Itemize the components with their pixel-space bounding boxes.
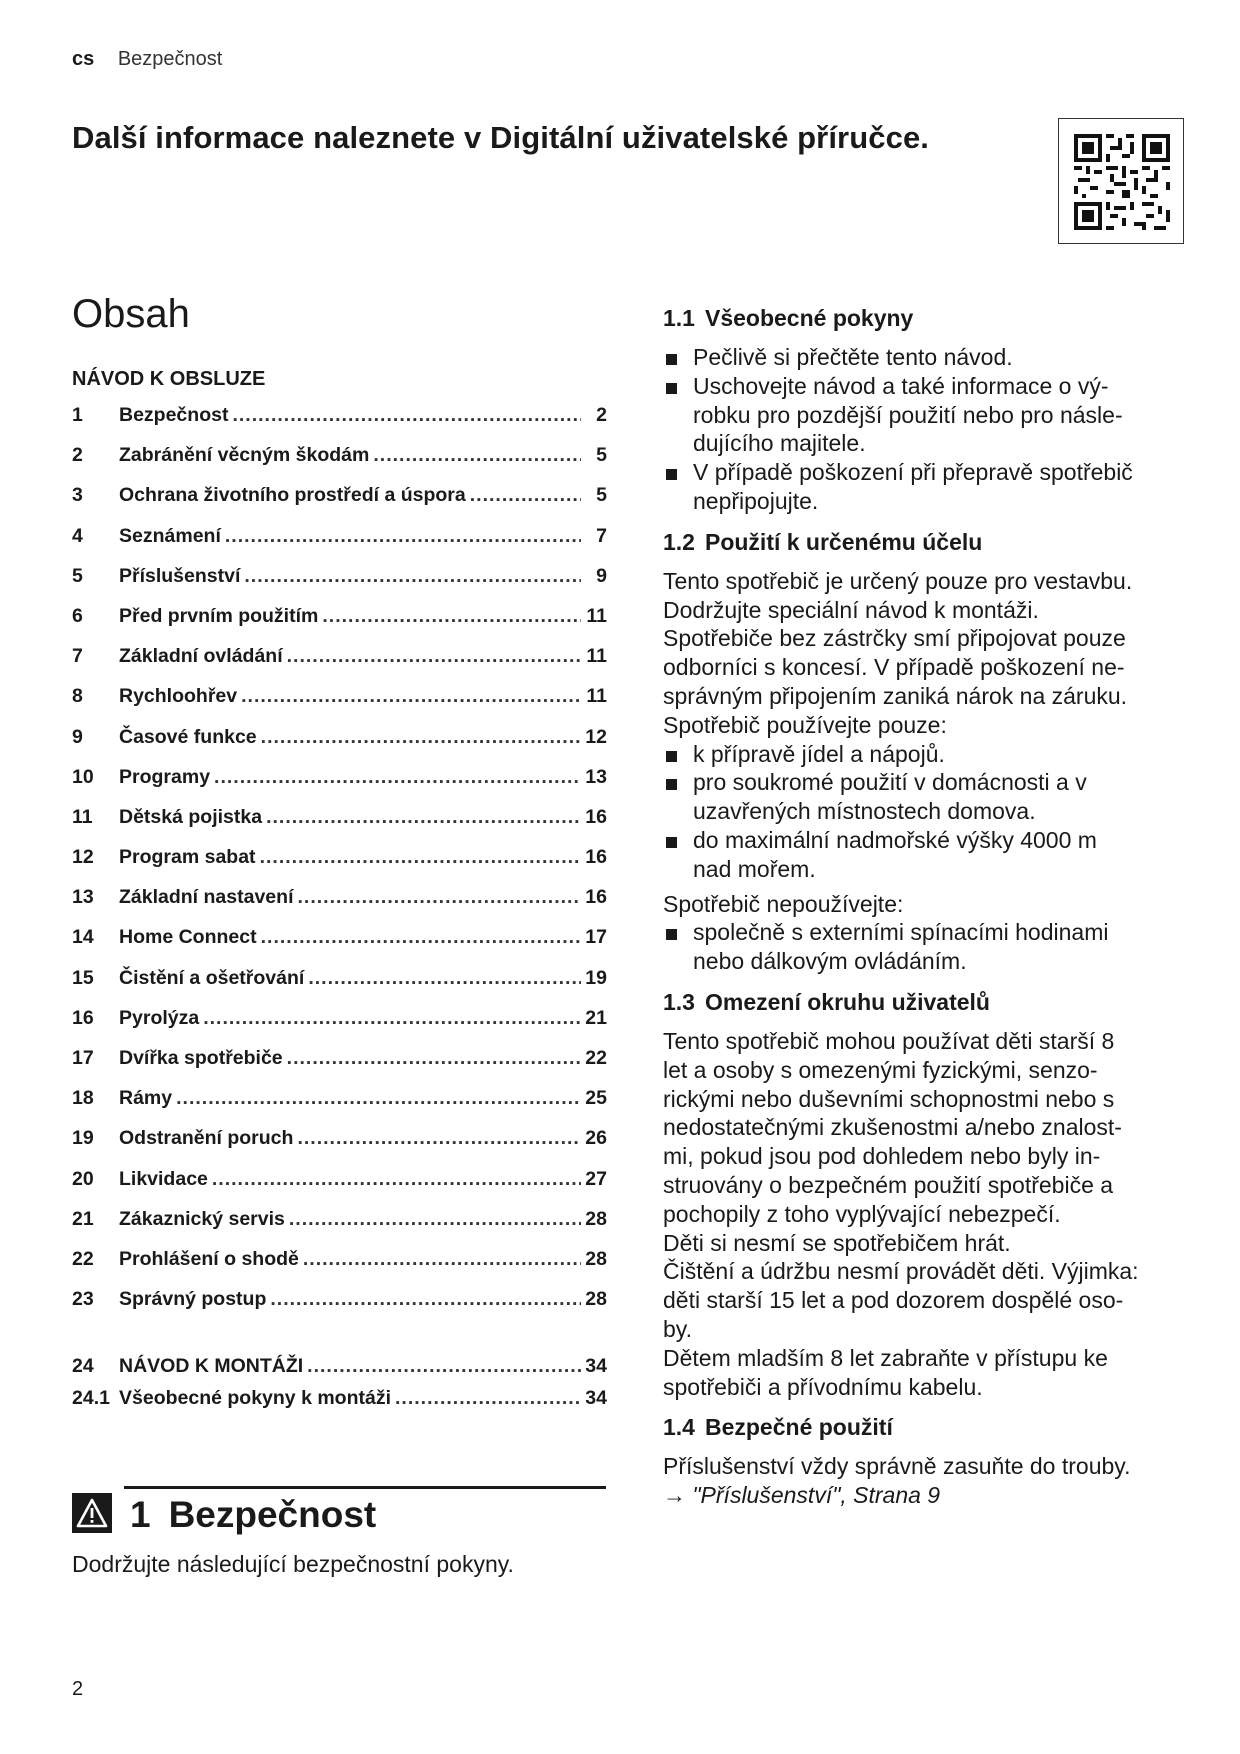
toc-dot-leader bbox=[307, 1355, 581, 1378]
toc-entry-number: 17 bbox=[72, 1047, 94, 1069]
toc-entry-page: 13 bbox=[585, 765, 607, 788]
qr-code-icon[interactable] bbox=[1058, 118, 1184, 244]
toc-dot-leader bbox=[395, 1387, 581, 1410]
paragraph-line: by. bbox=[663, 1315, 692, 1342]
toc-entry-page: 11 bbox=[586, 685, 607, 708]
bullet-square-icon bbox=[666, 929, 677, 940]
bullet-square-icon bbox=[666, 751, 677, 762]
toc-entry-label: Likvidace bbox=[119, 1167, 208, 1190]
toc-dot-leader bbox=[322, 605, 581, 628]
toc-entry-number: 7 bbox=[72, 645, 83, 668]
paragraph-line: Spotřebič nepoužívejte: bbox=[663, 890, 904, 917]
toc-entry-number: 20 bbox=[72, 1167, 94, 1190]
toc-entry-number: 10 bbox=[72, 765, 94, 788]
toc-entry[interactable] bbox=[72, 1387, 607, 1419]
subsection-title: Omezení okruhu uživatelů bbox=[704, 988, 990, 1015]
toc-installation-list bbox=[72, 1355, 607, 1419]
toc-dot-leader bbox=[303, 1248, 581, 1271]
warning-triangle-icon bbox=[72, 1493, 112, 1533]
paragraph-line: Příslušenství vždy správně zasuňte do trouby. bbox=[663, 1453, 1131, 1480]
toc-entry[interactable] bbox=[72, 605, 607, 645]
toc-entry-page: 16 bbox=[585, 886, 607, 909]
bullet-line: nepřipojujte. bbox=[693, 487, 819, 514]
toc-entry-label: Základní ovládání bbox=[119, 645, 283, 668]
toc-entry-label: Všeobecné pokyny k montáži bbox=[119, 1387, 392, 1409]
toc-entry-number: 3 bbox=[72, 484, 83, 507]
page-title: Další informace naleznete v Digitální uživatelské příručce. bbox=[72, 120, 929, 155]
toc-entry-number: 12 bbox=[72, 846, 94, 869]
toc-entry[interactable] bbox=[72, 926, 607, 966]
bullet-line: do maximální nadmořské výšky 4000 m bbox=[693, 826, 1097, 853]
toc-entry-page: 5 bbox=[596, 484, 607, 507]
toc-entry-label: Ochrana životního prostředí a úspora bbox=[119, 484, 466, 507]
toc-entry-page: 28 bbox=[585, 1247, 607, 1270]
toc-entry-label: Home Connect bbox=[119, 926, 257, 949]
toc-list bbox=[72, 404, 607, 1328]
toc-dot-leader bbox=[261, 726, 581, 749]
toc-entry[interactable] bbox=[72, 1047, 607, 1087]
toc-entry[interactable] bbox=[72, 1127, 607, 1167]
subsection-number: 1.2 bbox=[663, 528, 695, 555]
toc-entry-number: 8 bbox=[72, 685, 83, 708]
toc-dot-leader bbox=[225, 525, 581, 548]
section-number: 1 bbox=[130, 1494, 151, 1535]
toc-heading: Obsah bbox=[72, 292, 190, 336]
toc-entry-number: 14 bbox=[72, 926, 94, 949]
toc-entry-label: Rychloohřev bbox=[119, 685, 238, 708]
paragraph-line: Spotřebič používejte pouze: bbox=[663, 711, 947, 738]
toc-entry-page: 7 bbox=[596, 524, 607, 547]
toc-entry-label: Čistění a ošetřování bbox=[119, 966, 305, 989]
toc-entry-page: 27 bbox=[585, 1167, 607, 1190]
toc-entry-label: Program sabat bbox=[119, 846, 256, 869]
cross-reference-link[interactable]: → "Příslušenství", Strana 9 bbox=[663, 1482, 941, 1509]
toc-dot-leader bbox=[266, 806, 581, 829]
toc-dot-leader bbox=[470, 484, 581, 507]
toc-dot-leader bbox=[287, 645, 581, 668]
bullet-line: nad mořem. bbox=[693, 855, 816, 882]
toc-entry-label: Zákaznický servis bbox=[119, 1207, 285, 1230]
bullet-item bbox=[663, 918, 1203, 976]
toc-entry[interactable] bbox=[72, 685, 607, 725]
toc-entry-label: Dětská pojistka bbox=[119, 805, 263, 828]
toc-entry-label: Pyrolýza bbox=[119, 1006, 200, 1029]
toc-entry-label: Odstranění poruch bbox=[119, 1127, 294, 1150]
toc-entry-page: 26 bbox=[585, 1127, 607, 1150]
section-rule bbox=[124, 1486, 606, 1489]
paragraph-line: Tento spotřebič je určený pouze pro vestavbu. bbox=[663, 567, 1133, 594]
toc-entry-page: 34 bbox=[585, 1355, 607, 1377]
subsection-heading bbox=[663, 304, 1203, 333]
paragraph-line: děti starší 15 let a pod dozorem dospělé oso- bbox=[663, 1287, 1124, 1314]
toc-entry-number: 13 bbox=[72, 886, 94, 909]
toc-entry-number: 9 bbox=[72, 725, 83, 748]
toc-entry-page: 21 bbox=[585, 1006, 607, 1029]
toc-entry[interactable] bbox=[72, 766, 607, 806]
bullet-square-icon bbox=[666, 837, 677, 848]
toc-dot-leader bbox=[297, 886, 581, 909]
toc-entry[interactable] bbox=[72, 1208, 607, 1248]
toc-entry-page: 11 bbox=[586, 604, 607, 627]
toc-entry[interactable] bbox=[72, 1087, 607, 1127]
toc-entry-number: 6 bbox=[72, 604, 83, 627]
paragraph-line: Děti si nesmí se spotřebičem hrát. bbox=[663, 1229, 1011, 1256]
toc-entry-label: Dvířka spotřebiče bbox=[119, 1047, 283, 1069]
section-intro: Dodržujte následující bezpečnostní pokyny. bbox=[72, 1551, 514, 1577]
toc-entry[interactable] bbox=[72, 484, 607, 524]
toc-entry-page: 2 bbox=[596, 404, 607, 426]
page-number: 2 bbox=[72, 1678, 84, 1700]
toc-entry[interactable] bbox=[72, 1168, 607, 1208]
qr-code-graphic bbox=[1074, 134, 1170, 230]
toc-entry-label: Časové funkce bbox=[119, 725, 257, 748]
toc-entry-number: 18 bbox=[72, 1087, 94, 1110]
subsection-number: 1.1 bbox=[663, 305, 695, 331]
toc-entry-page: 25 bbox=[585, 1087, 607, 1110]
toc-dot-leader bbox=[244, 565, 581, 588]
toc-entry-page: 12 bbox=[585, 725, 607, 748]
running-header bbox=[72, 48, 222, 71]
paragraph-line: rickými nebo duševními schopnostmi nebo s bbox=[663, 1085, 1115, 1112]
toc-entry-page: 34 bbox=[585, 1387, 607, 1409]
toc-entry-number: 24 bbox=[72, 1355, 94, 1377]
subsection-title: Použití k určenému účelu bbox=[704, 528, 983, 555]
toc-entry-number: 24.1 bbox=[72, 1387, 110, 1409]
toc-entry-page: 9 bbox=[596, 564, 607, 587]
subsection-number: 1.4 bbox=[663, 1414, 695, 1441]
paragraph-line: let a osoby s omezenými fyzickými, senzo- bbox=[663, 1056, 1098, 1083]
toc-entry[interactable] bbox=[72, 1007, 607, 1047]
toc-dot-leader bbox=[261, 926, 581, 949]
paragraph-line: mi, pokud jsou pod dohledem nebo byly in- bbox=[663, 1143, 1101, 1170]
toc-entry-number: 15 bbox=[72, 966, 94, 989]
toc-entry-number: 19 bbox=[72, 1127, 94, 1150]
toc-dot-leader bbox=[203, 1007, 581, 1030]
toc-entry[interactable] bbox=[72, 645, 607, 685]
bullet-item bbox=[663, 458, 1203, 516]
toc-entry-label: Bezpečnost bbox=[119, 404, 229, 426]
paragraph-line: Spotřebiče bez zástrčky smí připojovat pouze bbox=[663, 625, 1126, 652]
section-title-text: Bezpečnost bbox=[168, 1494, 377, 1535]
bullet-square-icon bbox=[666, 779, 677, 790]
toc-entry-number: 21 bbox=[72, 1207, 94, 1230]
toc-entry-label: Správný postup bbox=[119, 1288, 267, 1311]
toc-entry-label: Seznámení bbox=[119, 524, 221, 547]
bullet-line: společně s externími spínacími hodinami bbox=[693, 919, 1109, 946]
toc-dot-leader bbox=[289, 1208, 581, 1231]
toc-entry[interactable] bbox=[72, 1288, 607, 1328]
paragraph-line: Dodržujte speciální návod k montáži. bbox=[663, 596, 1039, 623]
subsection-title: Všeobecné pokyny bbox=[704, 305, 914, 331]
toc-entry-page: 17 bbox=[585, 926, 607, 949]
bullet-item bbox=[663, 740, 1203, 769]
toc-entry-page: 5 bbox=[596, 444, 607, 467]
toc-entry[interactable] bbox=[72, 565, 607, 605]
paragraph-line: správným připojením zaniká nárok na záruku. bbox=[663, 682, 1128, 709]
toc-entry-number: 4 bbox=[72, 524, 83, 547]
toc-entry-page: 28 bbox=[585, 1288, 607, 1311]
toc-entry[interactable] bbox=[72, 886, 607, 926]
toc-dot-leader bbox=[214, 766, 581, 789]
toc-entry-label: Zabránění věcným škodám bbox=[119, 444, 370, 467]
bullet-square-icon bbox=[666, 354, 677, 365]
toc-entry-page: 16 bbox=[585, 846, 607, 869]
bullet-line: V případě poškození při přepravě spotřebič bbox=[693, 459, 1133, 486]
bullet-square-icon bbox=[666, 383, 677, 394]
toc-dot-leader bbox=[176, 1087, 581, 1110]
toc-dot-leader bbox=[241, 685, 581, 708]
section-title bbox=[130, 1494, 376, 1536]
bullet-line: k přípravě jídel a nápojů. bbox=[693, 740, 945, 767]
bullet-line: dujícího majitele. bbox=[693, 430, 866, 457]
toc-entry-label: Programy bbox=[119, 765, 211, 788]
bullet-item bbox=[663, 372, 1203, 458]
bullet-line: uzavřených místnostech domova. bbox=[693, 798, 1036, 825]
toc-entry-number: 11 bbox=[72, 805, 93, 828]
bullet-line: robku pro pozdější použití nebo pro násle- bbox=[693, 401, 1123, 428]
toc-entry-label: Před prvním použitím bbox=[119, 604, 319, 627]
toc-entry-page: 22 bbox=[585, 1047, 607, 1069]
toc-entry[interactable] bbox=[72, 525, 607, 565]
toc-entry-number: 16 bbox=[72, 1006, 94, 1029]
toc-entry[interactable] bbox=[72, 1355, 607, 1387]
toc-entry-page: 11 bbox=[586, 645, 607, 668]
toc-dot-leader bbox=[212, 1168, 581, 1191]
toc-entry[interactable] bbox=[72, 1248, 607, 1288]
bullet-line: pro soukromé použití v domácnosti a v bbox=[693, 769, 1087, 796]
paragraph-line: odborníci s koncesí. V případě poškození ne- bbox=[663, 654, 1125, 681]
subsection-heading bbox=[663, 1413, 1203, 1442]
toc-entry-page: 28 bbox=[585, 1207, 607, 1230]
toc-dot-leader bbox=[287, 1047, 581, 1070]
toc-entry-number: 5 bbox=[72, 564, 83, 587]
subsection-heading bbox=[663, 528, 1203, 557]
paragraph-line: Tento spotřebič mohou používat děti starší 8 bbox=[663, 1027, 1115, 1054]
toc-entry[interactable] bbox=[72, 846, 607, 886]
subsection-number: 1.3 bbox=[663, 988, 695, 1015]
bullet-item bbox=[663, 768, 1203, 826]
paragraph-line: Dětem mladším 8 let zabraňte v přístupu ke bbox=[663, 1344, 1108, 1371]
toc-entry[interactable] bbox=[72, 726, 607, 766]
toc-entry[interactable] bbox=[72, 967, 607, 1007]
toc-entry-number: 22 bbox=[72, 1247, 94, 1270]
toc-entry-number: 1 bbox=[72, 404, 83, 426]
bullet-line: nebo dálkovým ovládáním. bbox=[693, 948, 967, 975]
toc-entry[interactable] bbox=[72, 404, 607, 444]
toc-entry[interactable] bbox=[72, 806, 607, 846]
toc-section-label: NÁVOD K OBSLUZE bbox=[72, 368, 266, 390]
subsection-title: Bezpečné použití bbox=[704, 1414, 893, 1441]
toc-dot-leader bbox=[308, 967, 581, 990]
toc-entry-label: Příslušenství bbox=[119, 564, 241, 587]
toc-entry-page: 16 bbox=[585, 805, 607, 828]
bullet-item bbox=[663, 826, 1203, 884]
paragraph-line: pochopily z toho vyplývající nebezpečí. bbox=[663, 1200, 1061, 1227]
toc-entry[interactable] bbox=[72, 444, 607, 484]
toc-entry-label: Základní nastavení bbox=[119, 886, 294, 909]
toc-entry-page: 19 bbox=[585, 966, 607, 989]
toc-dot-leader bbox=[297, 1127, 581, 1150]
bullet-square-icon bbox=[666, 469, 677, 480]
bullet-line: Uschovejte návod a také informace o vý- bbox=[693, 372, 1109, 399]
subsection-heading bbox=[663, 988, 1203, 1017]
toc-entry-label: NÁVOD K MONTÁŽI bbox=[119, 1355, 304, 1377]
toc-dot-leader bbox=[270, 1288, 581, 1311]
header-section: Bezpečnost bbox=[117, 48, 223, 70]
toc-entry-number: 23 bbox=[72, 1288, 94, 1311]
toc-entry-label: Prohlášení o shodě bbox=[119, 1247, 299, 1270]
toc-entry-label: Rámy bbox=[119, 1087, 173, 1110]
bullet-line: Pečlivě si přečtěte tento návod. bbox=[693, 344, 1013, 370]
paragraph-line: Čištění a údržbu nesmí provádět děti. Výjimka: bbox=[663, 1258, 1139, 1285]
toc-entry-number: 2 bbox=[72, 444, 83, 467]
toc-dot-leader bbox=[260, 846, 581, 869]
toc-dot-leader bbox=[373, 444, 581, 467]
paragraph-line: nedostatečnými zkušenostmi a/nebo znalost- bbox=[663, 1114, 1122, 1141]
paragraph-line: struovány o bezpečném použití spotřebiče a bbox=[663, 1171, 1114, 1198]
right-column bbox=[663, 304, 1203, 1510]
toc-dot-leader bbox=[232, 404, 581, 427]
language-code: cs bbox=[72, 48, 95, 70]
bullet-item bbox=[663, 343, 1203, 372]
paragraph-line: spotřebiči a přívodnímu kabelu. bbox=[663, 1373, 983, 1400]
